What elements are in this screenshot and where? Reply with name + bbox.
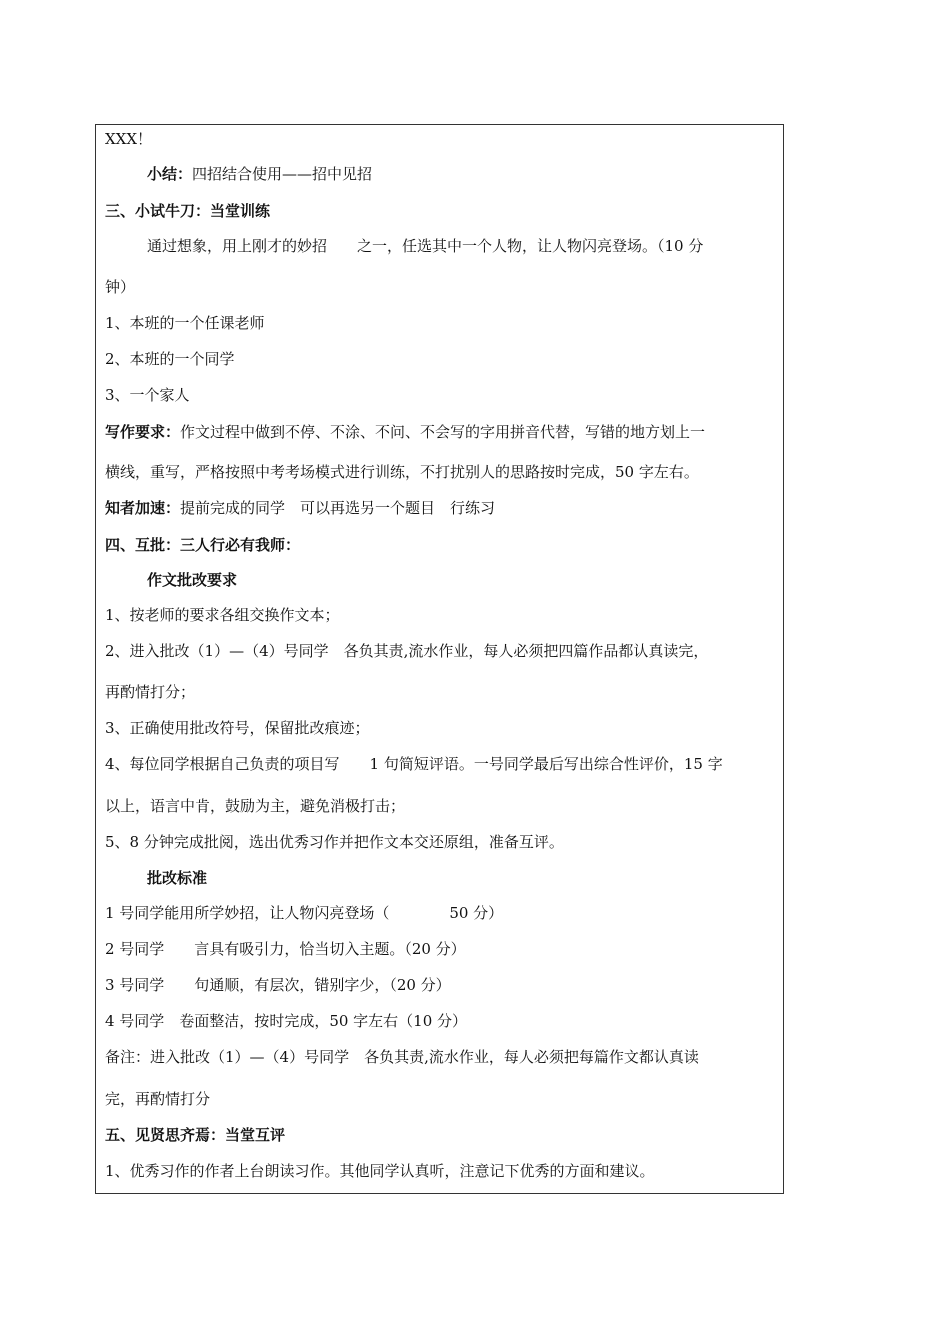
criteria-item: 2 号同学 言具有吸引力，恰当切入主题。（20 分） (105, 940, 466, 958)
list-item: 3、一个家人 (105, 386, 190, 404)
list-item: 4、每位同学根据自己负责的项目写 1 句简短评语。一号同学最后写出综合性评价，15 字 (105, 755, 723, 773)
section-heading-3: 三、小试牛刀：当堂训练 (105, 202, 271, 220)
text-line: 以上，语言中肯，鼓励为主，避免消极打击； (105, 797, 406, 815)
list-item: 5、8 分钟完成批阅，选出优秀习作并把作文本交还原组，准备互评。 (105, 833, 564, 851)
criteria-item: 3 号同学 句通顺，有层次，错别字少，（20 分） (105, 976, 451, 994)
list-item: 2、本班的一个同学 (105, 350, 235, 368)
text-line: 完，再酌情打分 (105, 1090, 211, 1108)
sub-heading: 批改标准 (147, 869, 208, 887)
text-line: 通过想象，用上刚才的妙招 之一，任选其中一个人物，让人物闪亮登场。（10 分 (147, 237, 704, 255)
text-line: XXX！ (105, 130, 153, 148)
list-item: 3、正确使用批改符号，保留批改痕迹； (105, 719, 370, 737)
criteria-item: 1 号同学能用所学妙招，让人物闪亮登场（ 50 分） (105, 904, 504, 922)
criteria-item: 4 号同学 卷面整洁，按时完成，50 字左右（10 分） (105, 1012, 468, 1030)
sub-heading: 作文批改要求 (147, 571, 238, 589)
speed-up-label: 知者加速： (105, 499, 181, 517)
writing-requirement-line (105, 422, 705, 442)
note-line: 备注：进入批改（1）—（4）号同学 各负其责,流水作业，每人必须把每篇作文都认真读 (105, 1048, 699, 1066)
writing-requirement-label: 写作要求： (105, 423, 181, 441)
section-heading-5: 五、见贤思齐焉：当堂互评 (105, 1126, 286, 1144)
text-line: 再酌情打分； (105, 683, 196, 701)
summary-label: 小结： (147, 165, 193, 183)
list-item: 1、优秀习作的作者上台朗读习作。其他同学认真听，注意记下优秀的方面和建议。 (105, 1162, 655, 1180)
speed-up-text: 提前完成的同学 可以再选另一个题目 行练习 (180, 499, 496, 517)
list-item: 1、本班的一个任课老师 (105, 314, 265, 332)
section-heading-4: 四、互批：三人行必有我师： (105, 536, 301, 554)
writing-requirement-text: 作文过程中做到不停、不涂、不问、不会写的字用拼音代替，写错的地方划上一 (180, 423, 706, 441)
list-item: 1、按老师的要求各组交换作文本； (105, 606, 340, 624)
text-line: 钟） (105, 278, 136, 296)
list-item: 2、进入批改（1）—（4）号同学 各负其责,流水作业，每人必须把四篇作品都认真读完， (105, 642, 709, 660)
text-line: 横线，重写，严格按照中考考场模式进行训练，不打扰别人的思路按时完成，50 字左右。 (105, 463, 699, 481)
speed-up-line (105, 498, 495, 518)
summary-line (147, 164, 372, 184)
summary-text: 四招结合使用——招中见招 (192, 165, 373, 183)
